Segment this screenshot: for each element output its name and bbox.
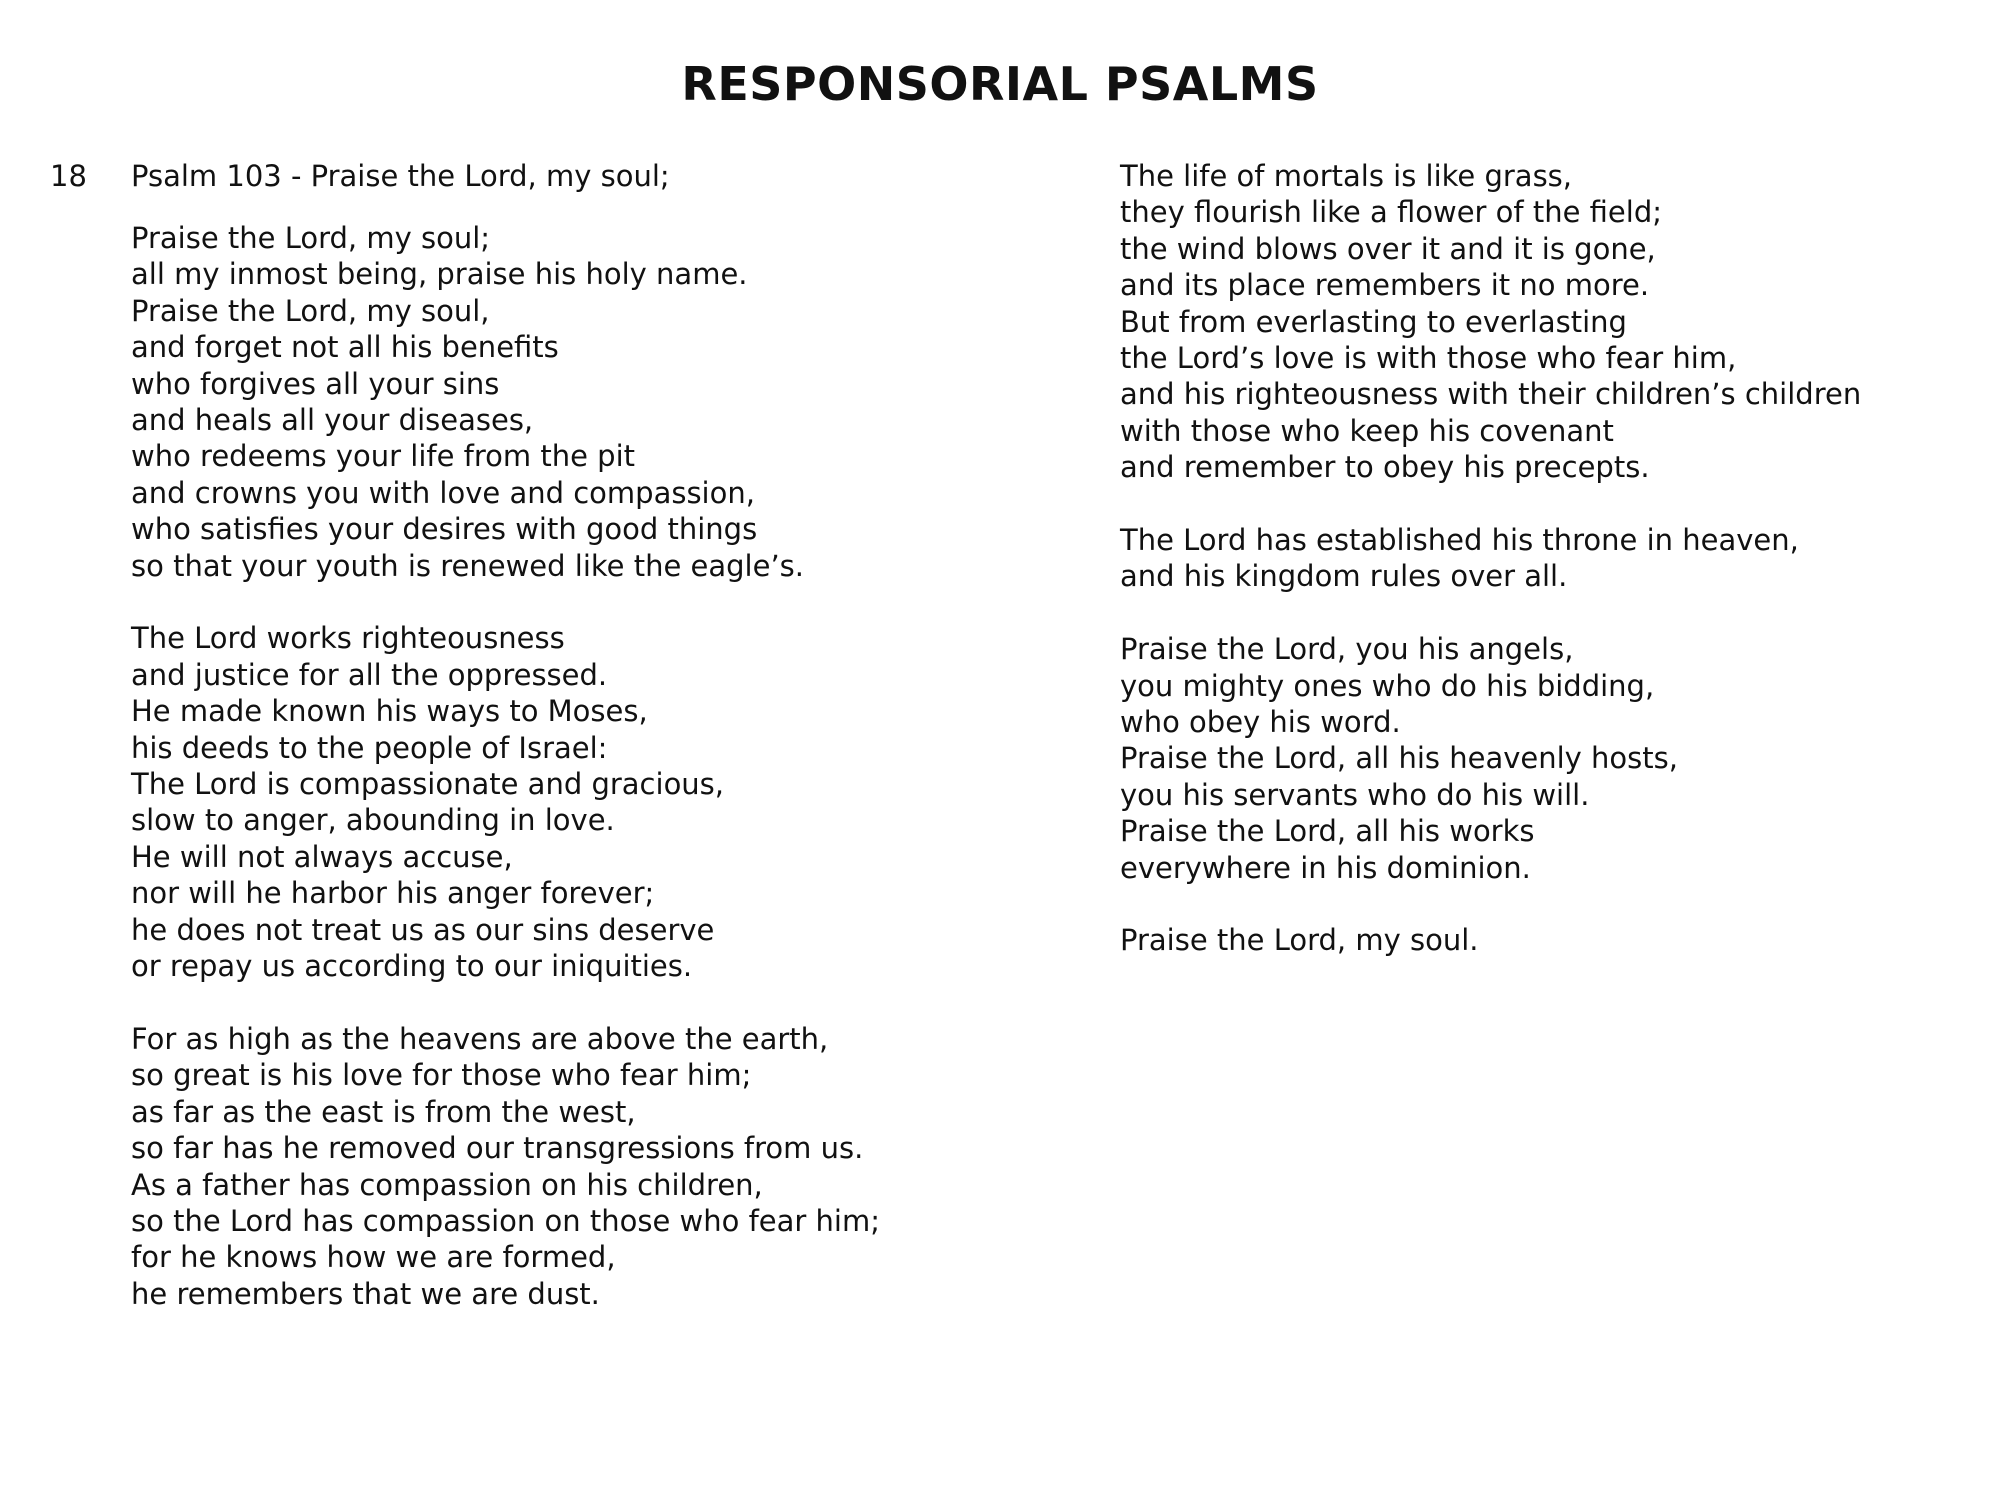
verse-line: you mighty ones who do his bidding, — [1120, 668, 1655, 703]
verse-line: with those who keep his covenant — [1120, 413, 1614, 448]
left-column — [131, 220, 1031, 1349]
stanza — [131, 620, 1031, 984]
verse-line: But from everlasting to everlasting — [1120, 304, 1627, 339]
stanza — [1120, 631, 1980, 886]
verse-line: Praise the Lord, you his angels, — [1120, 632, 1574, 667]
verse-line: Praise the Lord, all his works — [1120, 814, 1535, 849]
verse-line: The Lord works righteousness — [131, 621, 565, 656]
verse-line: who satisfies your desires with good things — [131, 512, 758, 547]
verse-line: so great is his love for those who fear him; — [131, 1058, 752, 1093]
verse-line: and remember to obey his precepts. — [1120, 450, 1650, 485]
verse-line: so that your youth is renewed like the eagle’s. — [131, 548, 804, 583]
verse-line: all my inmost being, praise his holy name. — [131, 257, 748, 292]
verse-line: who forgives all your sins — [131, 366, 500, 401]
verse-line: his deeds to the people of Israel: — [131, 730, 608, 765]
verse-line: the wind blows over it and it is gone, — [1120, 231, 1656, 266]
verse-line: and heals all your diseases, — [131, 403, 534, 438]
stanza — [131, 1021, 1031, 1312]
verse-line: The Lord has established his throne in heaven, — [1120, 523, 1799, 558]
verse-line: and justice for all the oppressed. — [131, 657, 608, 692]
verse-line: Praise the Lord, my soul, — [131, 293, 490, 328]
verse-line: you his servants who do his will. — [1120, 777, 1590, 812]
verse-line: so the Lord has compassion on those who fear him; — [131, 1203, 881, 1238]
verse-line: he does not treat us as our sins deserve — [131, 912, 715, 947]
stanza — [131, 220, 1031, 584]
verse-line: The Lord is compassionate and gracious, — [131, 767, 725, 802]
stanza — [1120, 922, 1980, 958]
right-column — [1120, 158, 1980, 995]
verse-line: they flourish like a flower of the field; — [1120, 195, 1663, 230]
verse-line: or repay us according to our iniquities. — [131, 949, 693, 984]
verse-line: for he knows how we are formed, — [131, 1240, 616, 1275]
verse-line: he remembers that we are dust. — [131, 1276, 600, 1311]
verse-line: He made known his ways to Moses, — [131, 694, 648, 729]
verse-line: who redeems your life from the pit — [131, 439, 636, 474]
psalm-heading: Psalm 103 - Praise the Lord, my soul; — [131, 159, 670, 193]
verse-line: everywhere in his dominion. — [1120, 850, 1531, 885]
verse-line: as far as the east is from the west, — [131, 1094, 636, 1129]
verse-line: As a father has compassion on his children, — [131, 1167, 763, 1202]
verse-line: Praise the Lord, my soul. — [1120, 923, 1479, 958]
stanza — [1120, 522, 1980, 595]
verse-line: Praise the Lord, my soul; — [131, 221, 491, 255]
verse-line: Praise the Lord, all his heavenly hosts, — [1120, 741, 1678, 776]
verse-line: He will not always accuse, — [131, 839, 513, 874]
verse-line: nor will he harbor his anger forever; — [131, 876, 655, 911]
verse-line: and his kingdom rules over all. — [1120, 559, 1568, 594]
verse-line: and its place remembers it no more. — [1120, 268, 1650, 303]
page-title: RESPONSORIAL PSALMS — [681, 57, 1319, 111]
verse-line: and forget not all his benefits — [131, 330, 559, 365]
verse-line: For as high as the heavens are above the earth, — [131, 1021, 829, 1056]
verse-line: and crowns you with love and compassion, — [131, 475, 755, 510]
verse-line: and his righteousness with their children’s children — [1120, 377, 1862, 412]
psalm-number: 18 — [50, 159, 87, 193]
stanza — [1120, 158, 1980, 486]
verse-line: slow to anger, abounding in love. — [131, 803, 615, 838]
verse-line: so far has he removed our transgressions from us. — [131, 1131, 864, 1166]
verse-line: who obey his word. — [1120, 705, 1401, 740]
verse-line: The life of mortals is like grass, — [1120, 159, 1573, 193]
verse-line: the Lord’s love is with those who fear him, — [1120, 341, 1737, 376]
